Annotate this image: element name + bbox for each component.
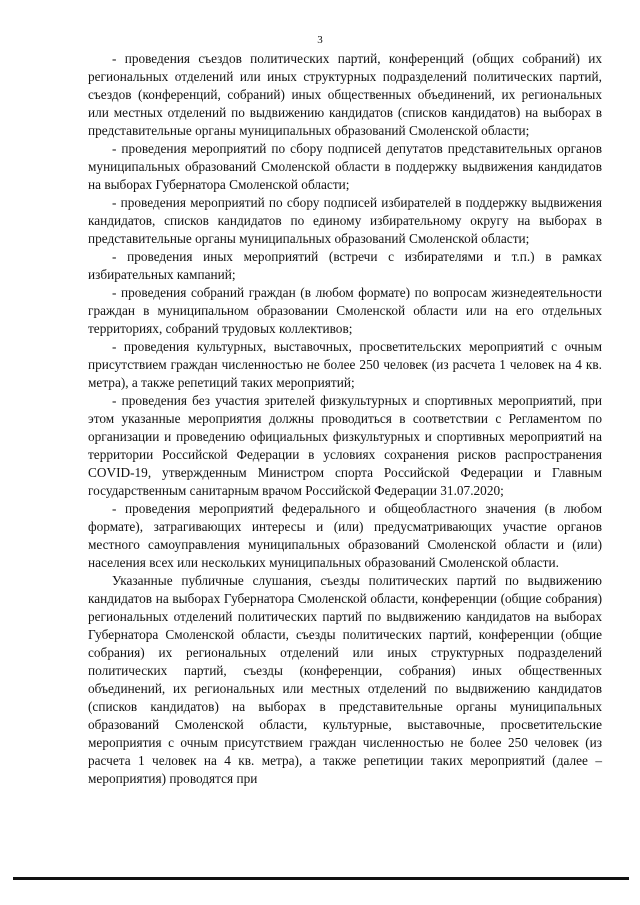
paragraph-cultural-events: - проведения культурных, выставочных, просветительских мероприятий с очным присутствием граждан численностью не более 250 человек (из расчета 1 человек на 4 кв. метра), а также репетиций таких мероприятий; [88, 339, 602, 390]
paragraph-voter-meetings: - проведения иных мероприятий (встречи с избирателями и т.п.) в рамках избирательных кампаний; [88, 249, 602, 282]
paragraph-party-congresses: - проведения съездов политических партий, конференций (общих собраний) их региональных отделений или иных структурных подразделений политических партий, съездов (конференций, собраний) иных общественных объединений, их региональных или местных отделений по выдвижению кандидатов (списков кандидатов) на выборах в представительные органы муниципальных образований Смоленской области; [88, 51, 602, 138]
paragraph-summary: Указанные публичные слушания, съезды политических партий по выдвижению кандидатов на выборах Губернатора Смоленской области, конференции (общие собрания) региональных отделений политических партий по выдвижению кандидатов на выборах Губернатора Смоленской области, съезды политических партий, конференции (общие собрания) их региональных отделений или иных структурных подразделений политических партий, съезды (конференции, собрания) иных общественных объединений, их региональных или местных отделений по выдвижению кандидатов (списков кандидатов) на выборах в представительные органы муниципальных образований Смоленской области, культурные, выставочные, просветительские мероприятия с очным присутствием граждан численностью не более 250 человек (из расчета 1 человек на 4 кв. метра), а также репетиции таких мероприятий (далее – мероприятия) проводятся при [88, 573, 602, 786]
page-number: 3 [317, 34, 323, 46]
paragraph-citizen-assemblies: - проведения собраний граждан (в любом формате) по вопросам жизнедеятельности граждан в муниципальном образовании Смоленской области или на его отдельных территориях, собраний трудовых коллективов; [88, 285, 602, 336]
paragraph-voter-signatures: - проведения мероприятий по сбору подписей избирателей в поддержку выдвижения кандидатов, списков кандидатов по единому избирательному округу на выборах в представительные органы муниципальных образований Смоленской области; [88, 195, 602, 246]
paragraph-sports-events: - проведения без участия зрителей физкультурных и спортивных мероприятий, при этом указанные мероприятия должны проводиться в соответствии с Регламентом по организации и проведению официальных физкультурных и спортивных мероприятий на территории Российской Федерации в условиях сохранения рисков распространения COVID-19, утвержденным Министром спорта Российской Федерации и Главным государственным санитарным врачом Российской Федерации 31.07.2020; [88, 393, 602, 498]
bottom-divider [13, 877, 629, 880]
document-body [88, 50, 602, 788]
paragraph-deputy-signatures: - проведения мероприятий по сбору подписей депутатов представительных органов муниципальных образований Смоленской области в поддержку выдвижения кандидатов на выборах Губернатора Смоленской области; [88, 141, 602, 192]
paragraph-federal-events: - проведения мероприятий федерального и общеобластного значения (в любом формате), затрагивающих интересы и (или) предусматривающих участие органов местного самоуправления муниципальных образований Смоленской области и (или) населения всех или нескольких муниципальных образований Смоленской области. [88, 501, 602, 570]
